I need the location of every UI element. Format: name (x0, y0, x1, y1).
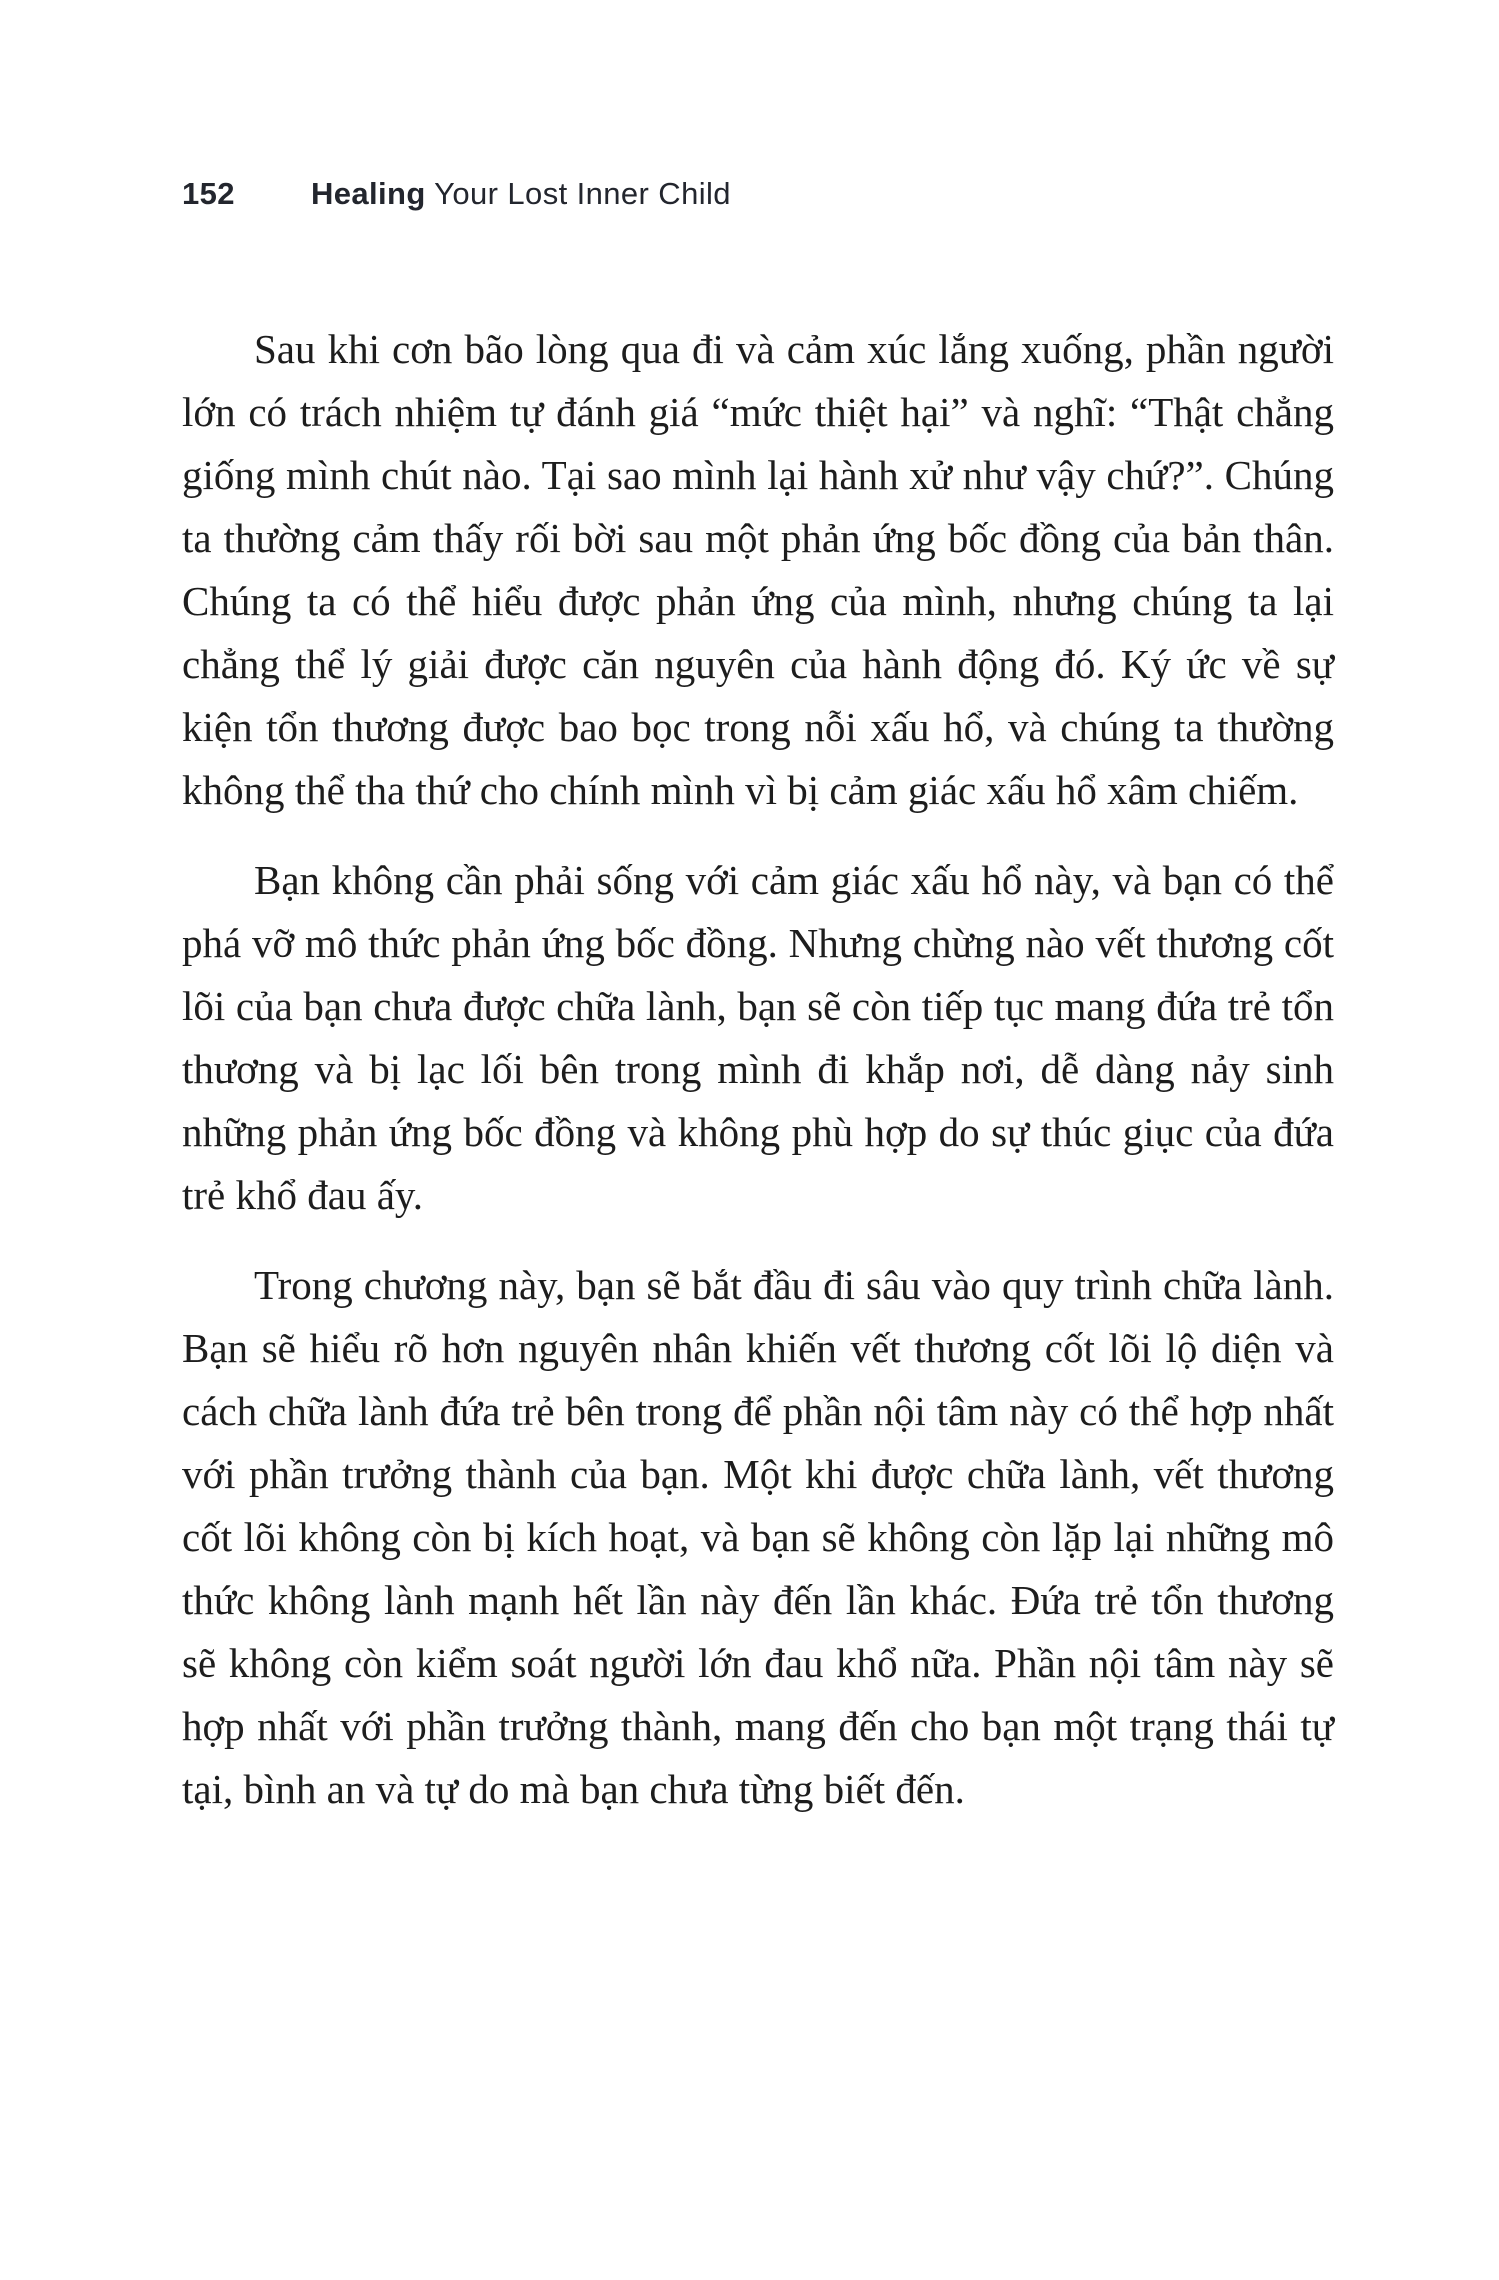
page-number: 152 (182, 176, 235, 211)
running-header (182, 176, 731, 212)
book-title-bold: Healing (310, 176, 426, 211)
page-body (182, 318, 1334, 1848)
paragraph: Trong chương này, bạn sẽ bắt đầu đi sâu vào quy trình chữa lành. Bạn sẽ hiểu rõ hơn nguyên nhân khiến vết thương cốt lõi lộ diện và cách chữa lành đứa trẻ bên trong để phần nội tâm này có thể hợp nhất với phần trưởng thành của bạn. Một khi được chữa lành, vết thương cốt lõi không còn bị kích hoạt, và bạn sẽ không còn lặp lại những mô thức không lành mạnh hết lần này đến lần khác. Đứa trẻ tổn thương sẽ không còn kiểm soát người lớn đau khổ nữa. Phần nội tâm này sẽ hợp nhất với phần trưởng thành, mang đến cho bạn một trạng thái tự tại, bình an và tự do mà bạn chưa từng biết đến. (182, 1262, 1334, 1812)
paragraph: Bạn không cần phải sống với cảm giác xấu hổ này, và bạn có thể phá vỡ mô thức phản ứng bốc đồng. Nhưng chừng nào vết thương cốt lõi của bạn chưa được chữa lành, bạn sẽ còn tiếp tục mang đứa trẻ tổn thương và bị lạc lối bên trong mình đi khắp nơi, dễ dàng nảy sinh những phản ứng bốc đồng và không phù hợp do sự thúc giục của đứa trẻ khổ đau ấy. (182, 857, 1334, 1218)
book-title-rest: Your Lost Inner Child (425, 176, 731, 211)
paragraph: Sau khi cơn bão lòng qua đi và cảm xúc lắng xuống, phần người lớn có trách nhiệm tự đánh giá “mức thiệt hại” và nghĩ: “Thật chẳng giống mình chút nào. Tại sao mình lại hành xử như vậy chứ?”. Chúng ta thường cảm thấy rối bời sau một phản ứng bốc đồng của bản thân. Chúng ta có thể hiểu được phản ứng của mình, nhưng chúng ta lại chẳng thể lý giải được căn nguyên của hành động đó. Ký ức về sự kiện tổn thương được bao bọc trong nỗi xấu hổ, và chúng ta thường không thể tha thứ cho chính mình vì bị cảm giác xấu hổ xâm chiếm. (182, 326, 1334, 813)
book-title (311, 176, 731, 212)
